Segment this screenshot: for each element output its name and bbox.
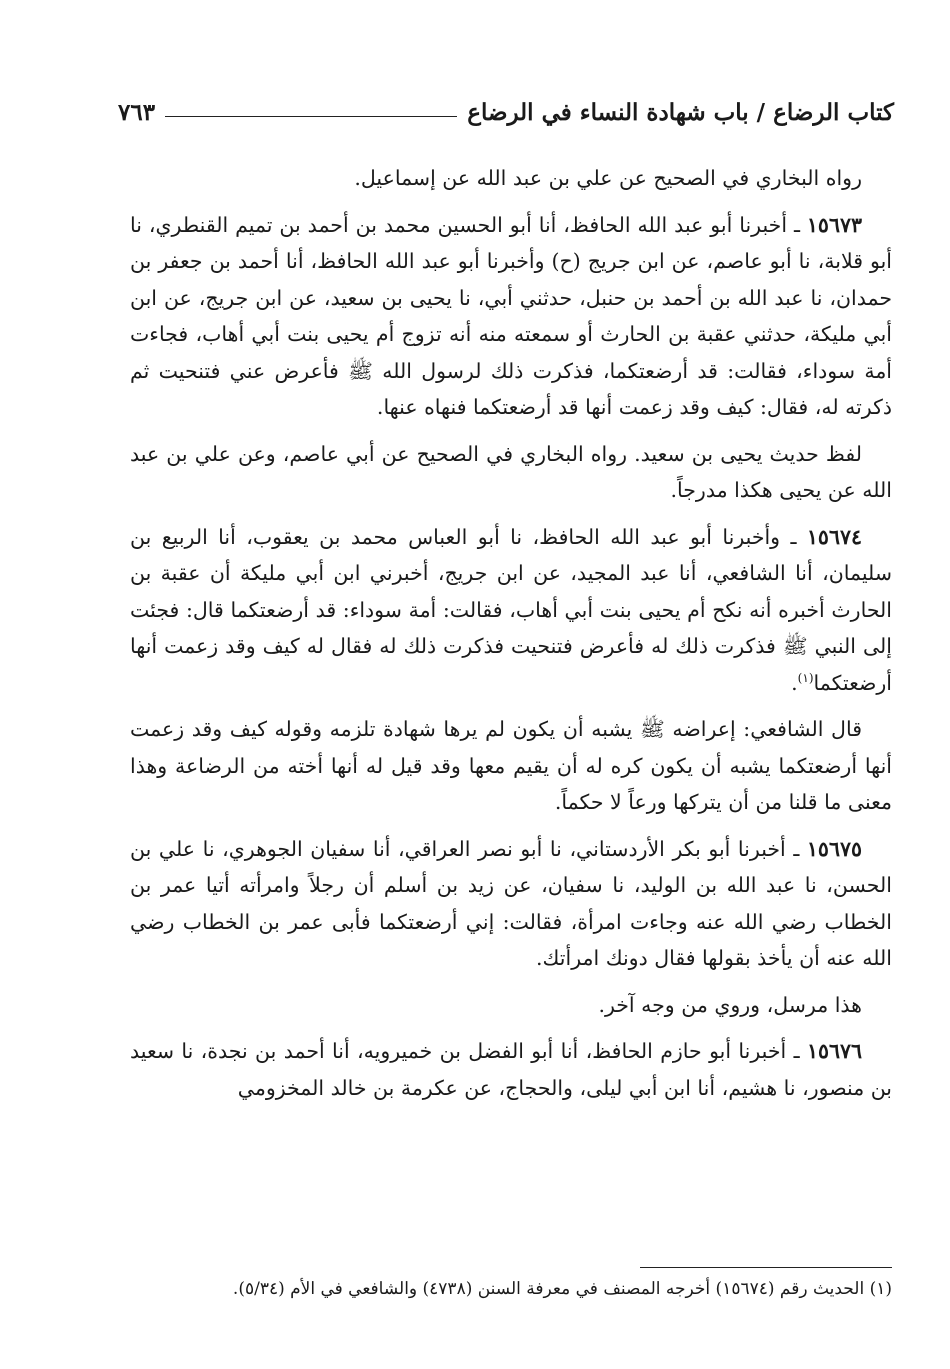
hadith-number: ١٥٦٧٤ [806, 524, 862, 549]
footnote: (١) الحديث رقم (١٥٦٧٤) أخرجه المصنف في معرفة السنن (٤٧٣٨) والشافعي في الأم (٥/٣٤). [232, 1279, 892, 1299]
paragraph-text: ـ أخبرنا أبو حازم الحافظ، أنا أبو الفضل بن خميرويه، أنا أحمد بن نجدة، نا سعيد بن منصور، نا هشيم، أنا ابن أبي ليلى، والحجاج، عن عكرمة بن خالد المخزومي [130, 1039, 892, 1100]
paragraph-1 [130, 160, 892, 197]
footnote-marker: (١) [797, 670, 814, 685]
paragraph-7 [130, 987, 892, 1024]
hadith-15674 [130, 519, 892, 702]
hadith-15676 [130, 1033, 892, 1106]
paragraph-text: هذا مرسل، وروي من وجه آخر. [598, 992, 862, 1017]
paragraph-tail: . [791, 670, 798, 695]
page-number: ٧٦٣ [118, 98, 156, 126]
hadith-15675 [130, 831, 892, 977]
paragraph-text: ـ وأخبرنا أبو عبد الله الحافظ، نا أبو العباس محمد بن يعقوب، أنا الربيع بن سليمان، أنا الشافعي، أنا عبد المجيد، عن ابن جريج، أخبرني ابن أبي مليكة أن عقبة بن الحارث أخبره أنه نكح أم يحيى بنت أبي أهاب، فقالت: أمة سوداء: قد أرضعتكما قال: فجئت إلى النبي ﷺ فذكرت ذلك له فأعرض فتنحيت فذكرت ذلك له فقال له كيف وقد زعمت أنها أرضعتكما [130, 524, 892, 695]
shafii-comment [130, 711, 892, 821]
hadith-number: ١٥٦٧٥ [806, 836, 862, 861]
hadith-15673 [130, 207, 892, 426]
footnote-rule [640, 1267, 892, 1268]
hadith-number: ١٥٦٧٣ [806, 212, 862, 237]
paragraph-text: ـ أخبرنا أبو عبد الله الحافظ، أنا أبو الحسين محمد بن أحمد بن تميم القنطري، نا أبو قلابة، نا أبو عاصم، عن ابن جريج (ح) وأخبرنا أبو عبد الله الحافظ، أنا أحمد بن جعفر بن حمدان، نا عبد الله بن أحمد بن حنبل، حدثني أبي، نا يحيى بن سعيد، عن ابن جريج، عن ابن أبي مليكة، حدثني عقبة بن الحارث أو سمعته منه أنه تزوج أم يحيى بنت أبي أهاب، فجاءت أمة سوداء، فقالت: قد أرضعتكما، فذكرت ذلك لرسول الله ﷺ فأعرض عني فتنحيت ثم ذكرته له، فقال: كيف وقد زعمت أنها قد أرضعتكما فنهاه عنها. [130, 212, 893, 419]
running-header [118, 92, 894, 132]
paragraph-text: لفظ حديث يحيى بن سعيد. رواه البخاري في الصحيح عن أبي عاصم، وعن علي بن عبد الله عن يحيى هكذا مدرجاً. [130, 441, 892, 502]
header-title: كتاب الرضاع / باب شهادة النساء في الرضاع [467, 98, 894, 126]
paragraph-3 [130, 436, 892, 509]
paragraph-text: قال الشافعي: إعراضه ﷺ يشبه أن يكون لم يرها شهادة تلزمه وقوله كيف وقد زعمت أنها أرضعتكما يشبه أن يكون كره له أن يقيم معها وقد قيل له أنها أخته من الرضاعة وهذا معنى ما قلنا من أن يتركها ورعاً لا حكماً. [130, 717, 892, 814]
paragraph-text: رواه البخاري في الصحيح عن علي بن عبد الله عن إسماعيل. [354, 166, 862, 190]
main-text [130, 160, 892, 1116]
hadith-number: ١٥٦٧٦ [806, 1039, 862, 1063]
header-rule [165, 116, 457, 117]
paragraph-text: ـ أخبرنا أبو بكر الأردستاني، نا أبو نصر العراقي، أنا سفيان الجوهري، نا علي بن الحسن، نا عبد الله بن الوليد، نا سفيان، عن زيد بن أسلم أن رجلاً وامرأته أتيا عمر بن الخطاب رضي الله عنه وجاءت امرأة، فقالت: إني أرضعتكما فأبى عمر بن الخطاب رضي الله عنه أن يأخذ بقولها فقال دونك امرأتك. [130, 836, 892, 970]
